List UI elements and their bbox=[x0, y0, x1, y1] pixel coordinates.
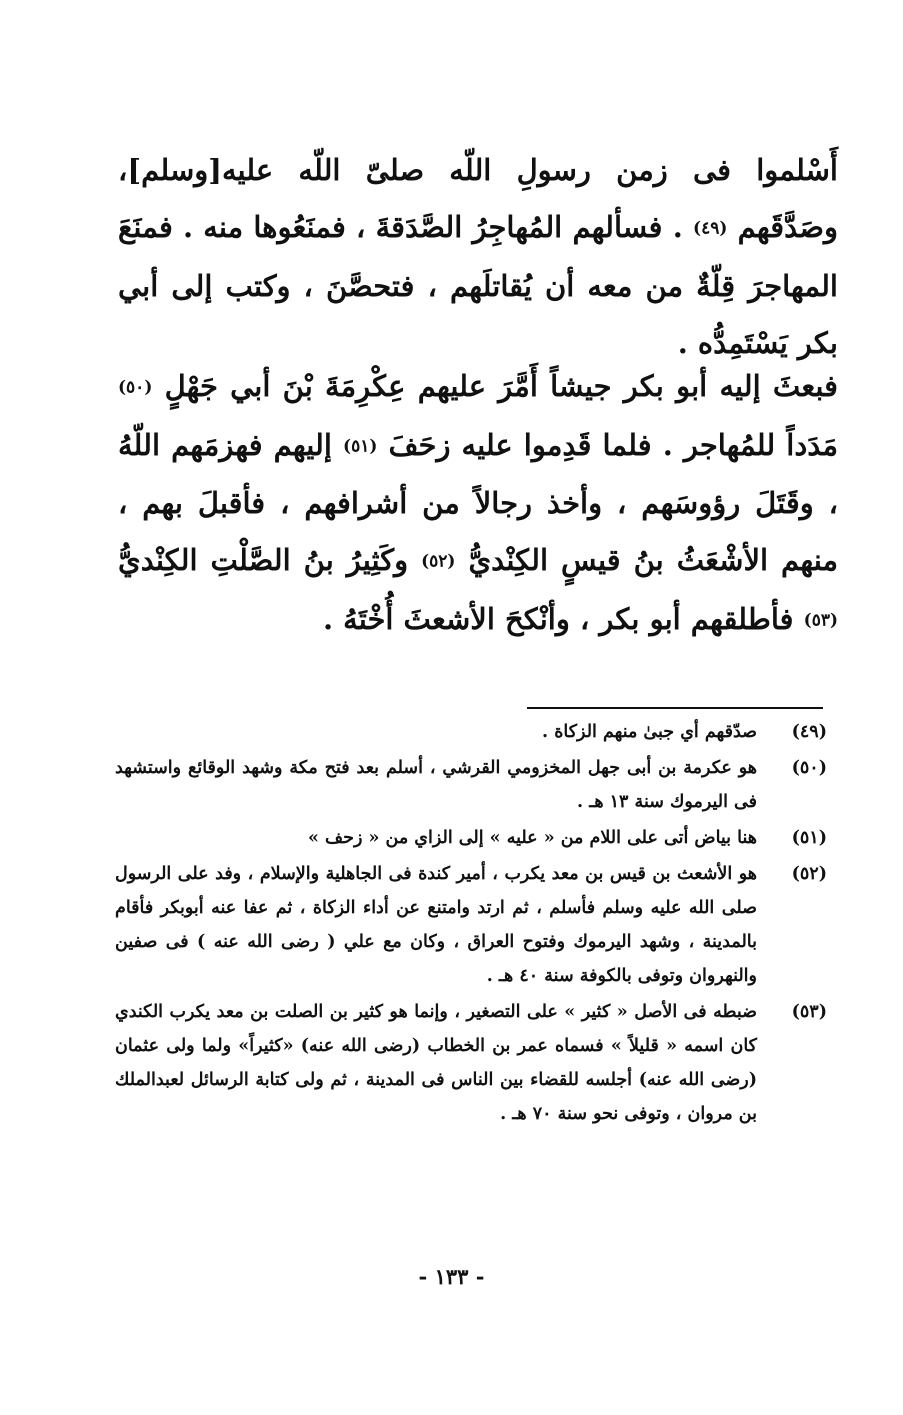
footnote-50 bbox=[115, 751, 827, 819]
footnote-number: (٥١) bbox=[791, 828, 827, 848]
footnote-ref-52[interactable]: (٥٢) bbox=[421, 551, 456, 572]
footnote-separator bbox=[527, 707, 823, 709]
footnote-text: ضبطه فى الأصل « كثير » على التصغير ، وإنما هو كثير بن الصلت بن معد يكرب الكندي كان اسمه « قليلاً » فسماه عمر بن الخطاب (رضى الله عنه) «كثيراً» ولما ولى عثمان (رضى الله عنه) أجلسه للقضاء بين الناس فى المدينة ، ثم ولى كتابة الرسائل لعبدالملك بن مروان ، وتوفى نحو سنة ٧٠ هـ . bbox=[115, 1002, 757, 1124]
para2-seg1: فبعثَ إليه أبو بكر جيشاً أَمَّرَ عليهم عِكْرِمَةَ بْنَ أبي جَهْلٍ bbox=[164, 369, 838, 403]
footnote-text: صدّقهم أي جبىٰ منهم الزكاة . bbox=[542, 722, 757, 742]
footnote-52 bbox=[115, 857, 827, 993]
para2-seg5: فأطلقهم أبو بكر ، وأنْكحَ الأشعثَ أُخْتَهُ . bbox=[322, 601, 794, 636]
footnote-53 bbox=[115, 995, 827, 1131]
para2-seg3: إليهم فهزمَهم اللّهُ ، وقَتَلَ رؤوسَهم ، وأخذ رجالاً من أشرافهم ، فأقبلَ بهم ، منهم الأشْعَثُ بنُ قيسٍ الكِنْديُّ bbox=[118, 427, 838, 577]
footnote-49 bbox=[115, 715, 827, 749]
para2-seg2: مَدَداً للمُهاجر . فلما قَدِموا عليه زحَفَ bbox=[388, 427, 839, 462]
para1-text-end: . فسألهم المُهاجِرُ الصَّدَقةَ ، فمنَعُوها منه . فمنَعَ المهاجرَ قِلّةٌ من معه أن يُقاتلَهم ، فتحصَّنَ ، وكتب إلى أبي بكر يَسْتَمِدُّه . bbox=[118, 210, 838, 360]
footnote-ref-51[interactable]: (٥١) bbox=[343, 436, 378, 456]
page-number: - ١٣٣ - bbox=[418, 1264, 485, 1289]
footnote-number: (٤٩) bbox=[791, 722, 827, 742]
main-paragraph-1 bbox=[118, 142, 838, 372]
footnote-ref-53[interactable]: (٥٣) bbox=[803, 610, 838, 630]
footnote-number: (٥٢) bbox=[791, 864, 827, 884]
para1-text-start: أَسْلموا فى زمن رسولِ اللّه صلىّ اللّه عليه[وسلم]، وصَدَّقَهم bbox=[118, 153, 838, 244]
footnote-text: هنا بياض أتى على اللام من « عليه » إلى الزاي من « زحف » bbox=[307, 828, 757, 848]
footnote-ref-49[interactable]: (٤٩) bbox=[693, 218, 728, 239]
footnote-number: (٥٣) bbox=[791, 1002, 827, 1022]
footnote-51 bbox=[115, 821, 827, 855]
footnote-text: هو الأشعث بن قيس بن معد يكرب ، أمير كندة فى الجاهلية والإسلام ، وفد على الرسول صلى الله عليه وسلم فأسلم ، ثم ارتد وامتنع عن أداء الزكاة ، ثم عفا عنه أبوبكر فأقام بالمدينة ، وشهد اليرموك وفتوح العراق ، وكان مع علي ( رضى الله عنه ) فى صفين والنهروان وتوفى بالكوفة سنة ٤٠ هـ . bbox=[115, 864, 757, 986]
para2-seg4: وكَثِيرُ بنُ الصَّلْتِ الكِنْديُّ bbox=[118, 543, 409, 577]
footnote-text: هو عكرمة بن أبى جهل المخزومي القرشي ، أسلم بعد فتح مكة وشهد الوقائع واستشهد فى اليرموك سنة ١٣ هـ . bbox=[115, 758, 757, 812]
footnote-ref-50[interactable]: (٥٠) bbox=[118, 377, 153, 398]
footnote-number: (٥٠) bbox=[791, 758, 827, 778]
footnotes-section bbox=[115, 715, 827, 1133]
main-paragraph-2 bbox=[118, 358, 838, 649]
